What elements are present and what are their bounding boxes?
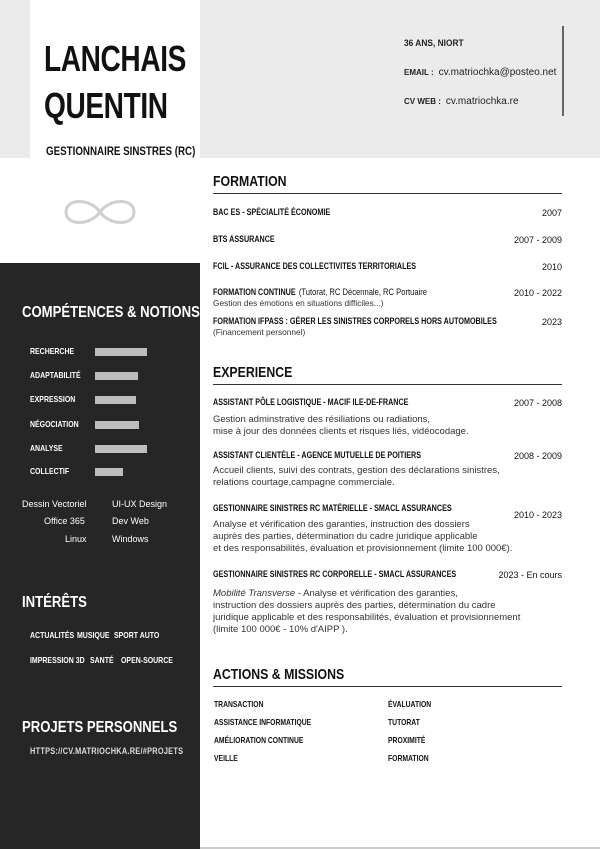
tool-item: Dessin Vectoriel (22, 499, 87, 509)
formation-detail: Gestion des émotions en situations difficiles...) (213, 298, 384, 308)
skill-row (30, 419, 200, 431)
experience-entry-title: GESTIONNAIRE SINISTRES RC CORPORELLE - SMACL ASSURANCES (213, 569, 457, 579)
formation-entry-title (213, 261, 416, 271)
action-item: ASSISTANCE INFORMATIQUE (214, 717, 312, 727)
age-city: 36 ANS, NIORT (404, 38, 464, 49)
interest-tag: ACTUALITÉS (30, 630, 75, 640)
description-line (213, 588, 520, 600)
description-text: auprès des parties, détermination du cadre juridique applicable (213, 531, 478, 542)
formation-date: 2007 (541, 208, 562, 218)
tool-item: UI-UX Design (112, 499, 168, 509)
web-contact (404, 96, 519, 107)
interest-tag: SPORT AUTO (114, 630, 160, 640)
description-text: mise à jour des données clients et risques liés, vidéocodage. (213, 426, 469, 437)
infinity-icon (60, 192, 140, 232)
description-text: - Analyse et vérification des garanties, (295, 588, 458, 599)
last-name: LANCHAIS (44, 38, 186, 79)
skill-row (30, 370, 200, 382)
job-title: GESTIONNAIRE SINSTRES (RC) (46, 146, 196, 158)
skill-name: ADAPTABILITÉ (30, 370, 81, 380)
tool-item: Linux (65, 534, 87, 544)
interests-title: INTÉRÊTS (22, 594, 87, 611)
description-text: Gestion adminstrative des résiliations ou radiations, (213, 414, 431, 425)
formation-entry-title (213, 234, 275, 244)
description-text: Analyse et vérification des garanties, instruction des dossiers (213, 519, 470, 530)
formation-detail: (Financement personnel) (213, 327, 306, 337)
interest-tag: MUSIQUE (77, 630, 110, 640)
experience-description (213, 465, 500, 489)
projects-title: PROJETS PERSONNELS (22, 719, 178, 736)
action-item: VEILLE (214, 753, 238, 763)
email-contact (404, 67, 556, 78)
action-item: ÉVALUATION (388, 699, 432, 709)
skill-row (30, 394, 200, 406)
skill-row (30, 466, 200, 478)
experience-entry-title: GESTIONNAIRE SINISTRES RC MATÉRIELLE - SMACL ASSURANCES (213, 503, 452, 513)
actions-title: ACTIONS & MISSIONS (213, 666, 345, 683)
skill-name: COLLECTIF (30, 466, 70, 476)
skill-name: ANALYSE (30, 443, 63, 453)
description-line (213, 624, 520, 636)
formation-title-text: BTS ASSURANCE (213, 234, 275, 244)
skill-level-bar (95, 468, 123, 476)
email-value[interactable]: cv.matriochka@posteo.net (438, 67, 557, 78)
formation-title-text: FCIL - ASSURANCE DES COLLECTIVITES TERRITORIALES (213, 261, 417, 271)
experience-date: 2008 - 2009 (513, 451, 562, 461)
experience-description (213, 414, 469, 438)
tool-item: Dev Web (112, 516, 149, 526)
interest-tag: IMPRESSION 3D (30, 655, 85, 665)
formation-rule (213, 193, 562, 194)
description-italic: Mobilité Transverse (213, 588, 296, 599)
experience-rule (213, 384, 562, 385)
skills-title: COMPÉTENCES & NOTIONS (22, 304, 200, 321)
first-name: QUENTIN (44, 85, 168, 126)
web-value[interactable]: cv.matriochka.re (445, 96, 519, 107)
formation-date: 2023 (541, 317, 562, 327)
projects-link[interactable]: HTTPS://CV.MATRIOCHKA.RE/#PROJETS (30, 746, 184, 756)
formation-subtitle: (Tutorat, RC Décennale, RC Portuaire (298, 287, 427, 298)
email-label: EMAIL : (404, 68, 434, 77)
formation-entry-title (213, 207, 330, 217)
description-line (213, 414, 469, 426)
formation-entry-title (213, 287, 427, 298)
formation-date: 2007 - 2009 (513, 235, 562, 245)
formation-title-text: FORMATION CONTINUE (213, 287, 296, 297)
formation-entry-title (213, 316, 497, 326)
action-item: AMÉLIORATION CONTINUE (214, 735, 304, 745)
description-line (213, 477, 500, 489)
description-line (213, 531, 512, 543)
skill-row (30, 346, 200, 358)
experience-date: 2007 - 2008 (513, 398, 562, 408)
description-line (213, 426, 469, 438)
header-divider (562, 26, 564, 116)
description-text: Accueil clients, suivi des contrats, gestion des déclarations sinistres, (213, 465, 500, 476)
skill-name: NÉGOCIATION (30, 419, 79, 429)
action-item: PROXIMITÉ (388, 735, 426, 745)
skill-level-bar (95, 396, 136, 404)
skill-level-bar (95, 372, 138, 380)
skill-name: RECHERCHE (30, 346, 75, 356)
experience-date: 2023 - En cours (498, 570, 562, 580)
formation-title-text: FORMATION IFPASS : GÉRER LES SINISTRES CORPORELS HORS AUTOMOBILES (213, 316, 497, 326)
experience-title: EXPERIENCE (213, 364, 293, 381)
web-label: CV WEB : (404, 97, 441, 106)
skill-level-bar (95, 445, 147, 453)
description-line (213, 600, 520, 612)
skill-name: EXPRESSION (30, 394, 76, 404)
description-text: et des responsabilités, évaluation et provisionnement (limite 100 000€). (213, 543, 513, 554)
action-item: TRANSACTION (214, 699, 264, 709)
tool-item: Office 365 (44, 516, 85, 526)
tool-item: Windows (112, 534, 149, 544)
formation-date: 2010 (541, 262, 562, 272)
description-text: juridique applicable et des responsabilités, évaluation et provisionnement (213, 612, 521, 623)
experience-description (213, 519, 512, 555)
experience-entry-title: ASSISTANT PÔLE LOGISTIQUE - MACIF ILE-DE-FRANCE (213, 397, 409, 407)
experience-entry-title: ASSISTANT CLIENTÈLE - AGENCE MUTUELLE DE POITIERS (213, 450, 422, 460)
description-line (213, 519, 512, 531)
description-line (213, 465, 500, 477)
action-item: FORMATION (388, 753, 429, 763)
formation-title-text: BAC ES - SPÉCIALITÉ ÉCONOMIE (213, 207, 331, 217)
description-text: relations courtage,campagne commerciale. (213, 477, 395, 488)
skill-level-bar (95, 348, 147, 356)
skill-level-bar (95, 421, 139, 429)
description-text: instruction des dossiers auprès des parties, détermination du cadre (213, 600, 496, 611)
formation-date: 2010 - 2022 (513, 288, 562, 298)
skill-row (30, 443, 200, 455)
experience-description (213, 588, 520, 636)
description-line (213, 543, 512, 555)
formation-title: FORMATION (213, 173, 287, 190)
description-line (213, 612, 520, 624)
experience-date: 2010 - 2023 (513, 510, 562, 520)
description-text: (limite 100 000€ - 10% d'AIPP ). (213, 624, 348, 635)
action-item: TUTORAT (388, 717, 420, 727)
interest-tag: OPEN-SOURCE (121, 655, 173, 665)
interest-tag: SANTÉ (90, 655, 114, 665)
actions-rule (213, 686, 562, 687)
